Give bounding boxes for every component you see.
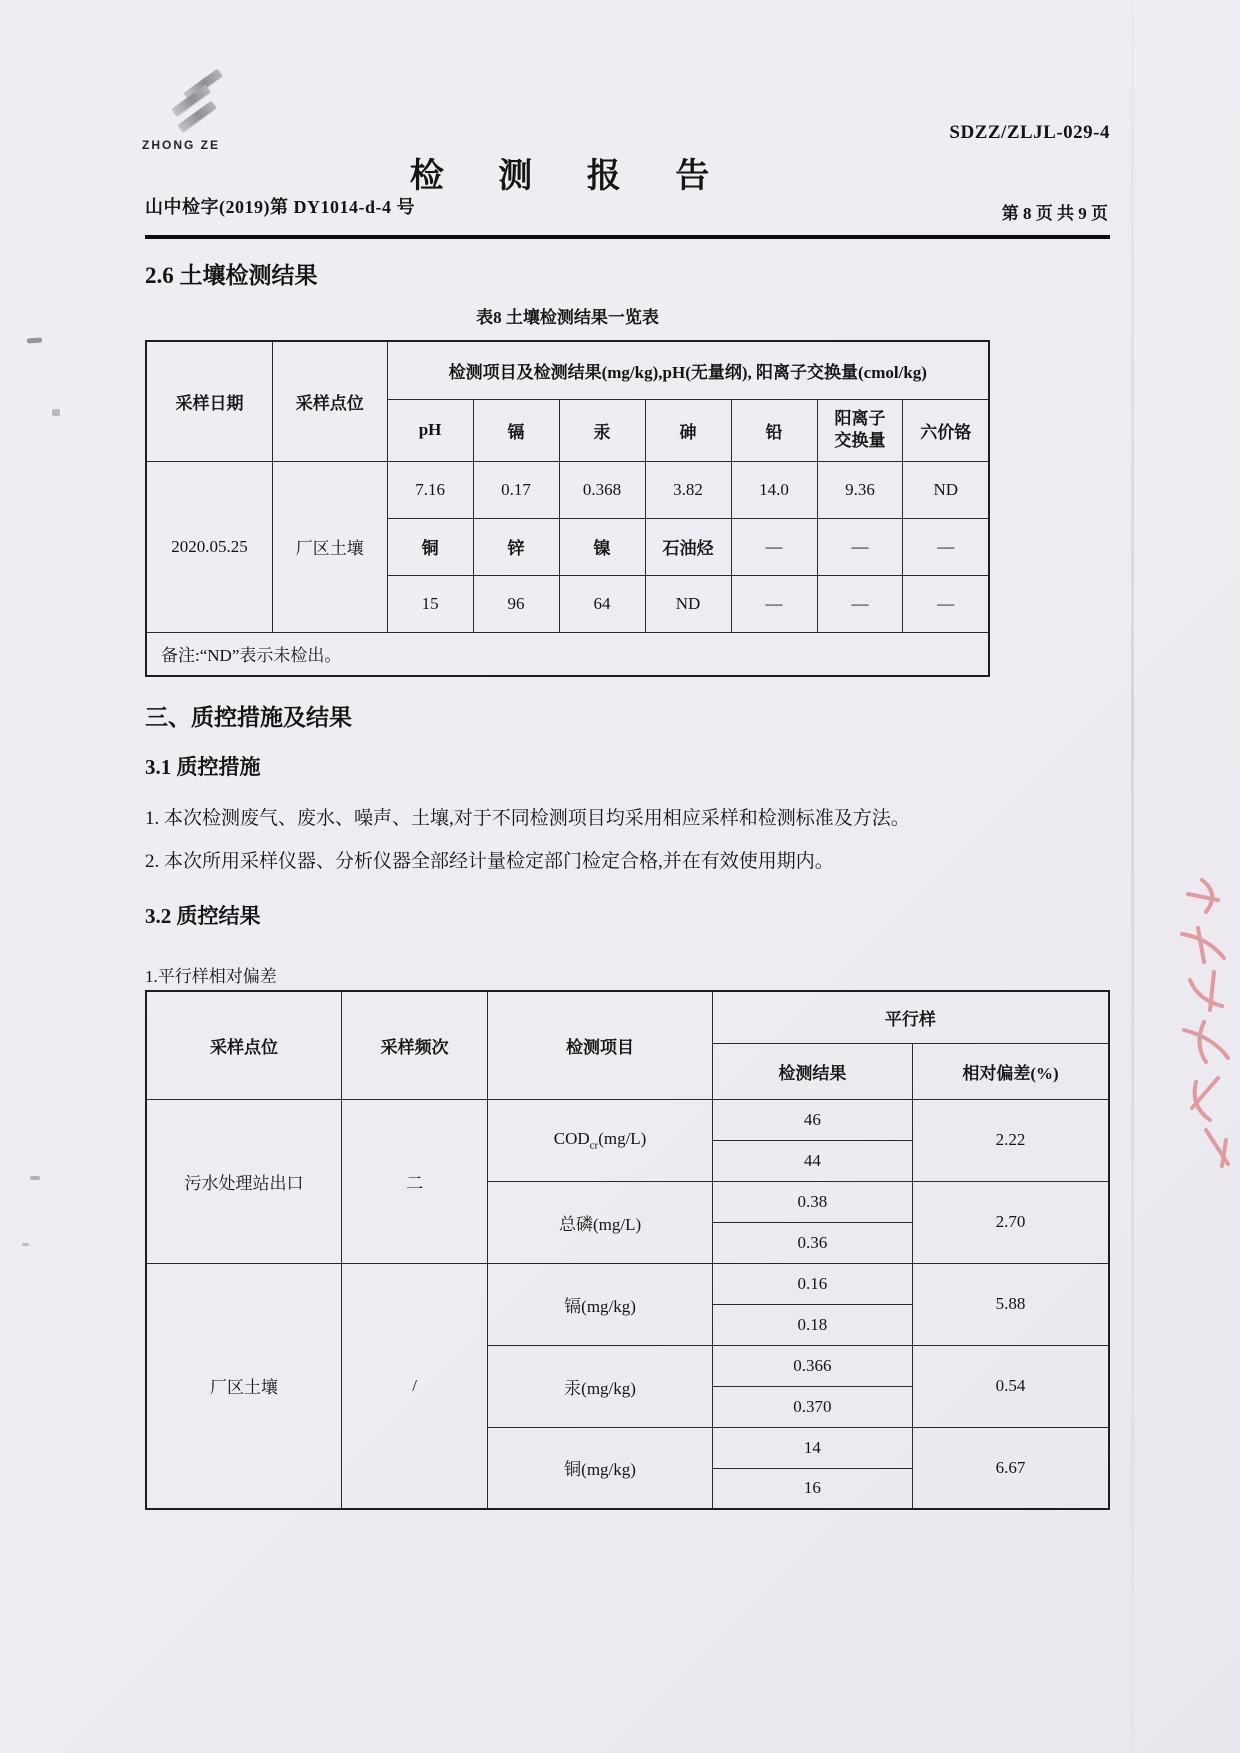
table-cell: 15	[387, 575, 473, 632]
page-number-info: 第 8 页 共 9 页	[1001, 204, 1108, 223]
soil-table-caption: 表8 土壤检测结果一览表	[476, 308, 659, 327]
soil-col-lead: 铅	[731, 399, 817, 461]
table-cell: 14	[712, 1427, 912, 1468]
qc-col-point: 采样点位	[146, 991, 341, 1099]
logo-text: ZHONG ZE	[142, 138, 220, 152]
table-cell: 64	[559, 575, 645, 632]
table-cell: ND	[645, 575, 731, 632]
qc-sample-point: 污水处理站出口	[146, 1099, 341, 1263]
table-cell: 14.0	[731, 461, 817, 518]
scan-smudge	[52, 409, 60, 416]
table-cell: —	[903, 575, 989, 632]
qc-col-deviation: 相对偏差(%)	[913, 1043, 1109, 1099]
qc-item-cadmium: 镉(mg/kg)	[488, 1263, 712, 1345]
table-cell: 44	[712, 1140, 912, 1181]
soil-col-ph: pH	[387, 399, 473, 461]
soil-col-sample-point: 采样点位	[272, 341, 387, 461]
table-cell: 16	[712, 1468, 912, 1509]
scan-smudge	[27, 337, 42, 343]
logo-stripes-icon	[152, 74, 232, 132]
soil-sample-date: 2020.05.25	[146, 461, 272, 632]
table-cell: 0.17	[473, 461, 559, 518]
qc-col-result: 检测结果	[712, 1043, 912, 1099]
section-heading-soil-results: 2.6 土壤检测结果	[145, 263, 318, 288]
table-cell: 0.36	[712, 1222, 912, 1263]
table-cell: —	[817, 518, 903, 575]
soil-col-cr6: 六价铬	[903, 399, 989, 461]
table-cell: 9.36	[817, 461, 903, 518]
table-cell: 0.54	[913, 1345, 1109, 1427]
table-cell: 7.16	[387, 461, 473, 518]
qc-paragraph-1: 1. 本次检测废气、废水、噪声、土壤,对于不同检测项目均采用相应采样和检测标准及方法。	[145, 808, 910, 829]
header-divider	[145, 235, 1110, 239]
table-cell: 锌	[473, 518, 559, 575]
table-cell: ND	[903, 461, 989, 518]
table-cell: —	[903, 518, 989, 575]
table-cell: 0.366	[712, 1345, 912, 1386]
section-heading-qc: 三、质控措施及结果	[145, 705, 352, 730]
table-cell: —	[731, 575, 817, 632]
report-number: 山中检字(2019)第 DY1014-d-4 号	[145, 197, 415, 217]
subsection-heading-qc-results: 3.2 质控结果	[145, 904, 261, 928]
soil-table-note: 备注:“ND”表示未检出。	[146, 632, 989, 676]
table-cell: 2.70	[913, 1181, 1109, 1263]
table-cell: —	[817, 575, 903, 632]
subsection-heading-qc-measures: 3.1 质控措施	[145, 755, 261, 779]
page-title: 检 测 报 告	[409, 158, 716, 195]
qc-item-copper: 铜(mg/kg)	[488, 1427, 712, 1509]
table-cell: 铜	[387, 518, 473, 575]
scan-smudge	[30, 1176, 40, 1180]
table-cell: 46	[712, 1099, 912, 1140]
soil-span-header: 检测项目及检测结果(mg/kg),pH(无量纲), 阳离子交换量(cmol/kg)	[387, 341, 989, 399]
parallel-sample-label: 1.平行样相对偏差	[145, 967, 277, 986]
soil-col-cadmium: 镉	[473, 399, 559, 461]
qc-sample-frequency: 二	[341, 1099, 487, 1263]
qc-item-mercury: 汞(mg/kg)	[488, 1345, 712, 1427]
scan-smudge	[22, 1243, 29, 1246]
soil-col-cec: 阳离子交换量	[817, 399, 903, 461]
table-cell: 0.38	[712, 1181, 912, 1222]
document-code: SDZZ/ZLJL-029-4	[949, 122, 1110, 143]
soil-col-arsenic: 砷	[645, 399, 731, 461]
table-cell: 6.67	[913, 1427, 1109, 1509]
paper-crease	[1131, 0, 1134, 1753]
qc-item-tp: 总磷(mg/L)	[488, 1181, 712, 1263]
qc-sample-point: 厂区土壤	[146, 1263, 341, 1509]
soil-col-mercury: 汞	[559, 399, 645, 461]
qc-results-table	[145, 990, 1110, 1510]
table-cell: 0.370	[712, 1386, 912, 1427]
table-cell: 0.16	[712, 1263, 912, 1304]
soil-col-sample-date: 采样日期	[146, 341, 272, 461]
soil-results-table	[145, 340, 990, 677]
qc-item-cod: $COD_{cr}(mg/L)$	[488, 1099, 712, 1181]
qc-col-frequency: 采样频次	[341, 991, 487, 1099]
table-cell: 0.368	[559, 461, 645, 518]
qc-paragraph-2: 2. 本次所用采样仪器、分析仪器全部经计量检定部门检定合格,并在有效使用期内。	[145, 851, 834, 872]
table-cell: 96	[473, 575, 559, 632]
qc-col-parallel: 平行样	[712, 991, 1109, 1043]
table-cell: —	[731, 518, 817, 575]
soil-sample-point: 厂区土壤	[272, 461, 387, 632]
table-cell: 5.88	[913, 1263, 1109, 1345]
table-cell: 2.22	[913, 1099, 1109, 1181]
table-cell: 石油烃	[645, 518, 731, 575]
red-stamp-artifact	[1168, 872, 1240, 1182]
table-cell: 镍	[559, 518, 645, 575]
qc-col-item: 检测项目	[488, 991, 712, 1099]
table-cell: 3.82	[645, 461, 731, 518]
company-logo	[142, 74, 252, 152]
qc-sample-frequency: /	[341, 1263, 487, 1509]
table-cell: 0.18	[712, 1304, 912, 1345]
